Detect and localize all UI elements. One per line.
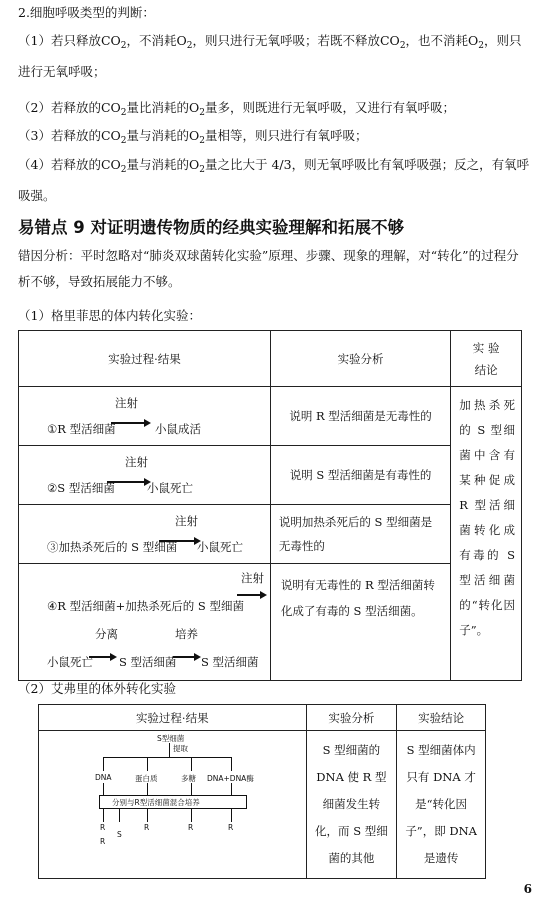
- section-heading: 2.细胞呼吸类型的判断：: [18, 5, 155, 20]
- row2-analysis: 说明 S 型活细菌是有毒性的: [270, 446, 450, 505]
- t2-header-analysis: 实验分析: [306, 705, 397, 731]
- header-process: 实验过程·结果: [19, 331, 271, 387]
- page-number: 6: [523, 882, 532, 896]
- griffith-title: （1）格里菲思的体内转化实验：: [18, 308, 201, 323]
- row4-process: 注射 ④R 型活细菌+加热杀死后的 S 型细菌 分离 培养 小鼠死亡 S 型活细菌 S 型活细菌: [19, 564, 271, 681]
- paragraph-item-3: （3）若释放的$CO_2$量与消耗的$O_2$量相等，则只进行有氧呼吸；: [18, 128, 368, 146]
- header-conclusion: 实 验 结论: [451, 331, 522, 387]
- conclusion-cell: 加热杀死的 S 型细菌中含有某种促成 R 型活细菌转化成有毒的 S 型活细菌的“转化因子”。: [451, 387, 522, 681]
- row1-process: 注射 ①R 型活细菌 小鼠成活: [19, 387, 271, 446]
- row3-analysis: 说明加热杀死后的 S 型细菌是无毒性的: [270, 505, 450, 564]
- error-analysis: 错因分析：平时忽略对“肺炎双球菌转化实验”原理、步骤、现象的理解，对“转化”的过程分析不够，导致拓展能力不够。: [18, 248, 519, 289]
- t2-conclusion: S 型细菌体内只有 DNA 才是“转化因子”，即 DNA 是遗传: [397, 731, 486, 879]
- avery-table: [38, 704, 486, 879]
- t2-header-process: 实验过程·结果: [39, 705, 307, 731]
- row4-analysis: 说明有无毒性的 R 型活细菌转化成了有毒的 S 型活细菌。: [270, 564, 450, 681]
- mix-box: 分别与R型活细菌混合培养: [99, 795, 247, 809]
- t2-analysis: S 型细菌的 DNA 使 R 型细菌发生转化，而 S 型细菌的其他: [306, 731, 397, 879]
- row2-process: 注射 ②S 型活细菌 小鼠死亡: [19, 446, 271, 505]
- paragraph-item-2: （2）若释放的$CO_2$量比消耗的$O_2$量多，则既进行无氧呼吸，又进行有氧呼吸；: [18, 100, 455, 118]
- row3-process: 注射 ③加热杀死后的 S 型细菌 小鼠死亡: [19, 505, 271, 564]
- paragraph-item-1: （1）若只释放$CO_2$，不消耗$O_2$，则只进行无氧呼吸；若既不释放$CO_2$，也不消耗$O_2$，则只进行无氧呼吸；: [18, 33, 522, 79]
- paragraph-item-4: （4）若释放的$CO_2$量与消耗的$O_2$量之比大于 4/3，则无氧呼吸比有氧呼吸强；反之，有氧呼吸强。: [18, 157, 530, 203]
- header-analysis: 实验分析: [270, 331, 450, 387]
- griffith-table: [18, 330, 522, 681]
- row1-analysis: 说明 R 型活细菌是无毒性的: [270, 387, 450, 446]
- t2-header-conclusion: 实验结论: [397, 705, 486, 731]
- section-title: 易错点 9 对证明遗传物质的经典实验理解和拓展不够: [18, 218, 404, 237]
- avery-diagram: S型细菌 提取 DNA 蛋白质 多糖 DNA+DNA酶 分别与R型活细菌混合培养 R R S R R R: [95, 734, 254, 846]
- avery-title: （2）艾弗里的体外转化实验: [18, 681, 176, 696]
- t2-diagram-cell: [39, 731, 307, 879]
